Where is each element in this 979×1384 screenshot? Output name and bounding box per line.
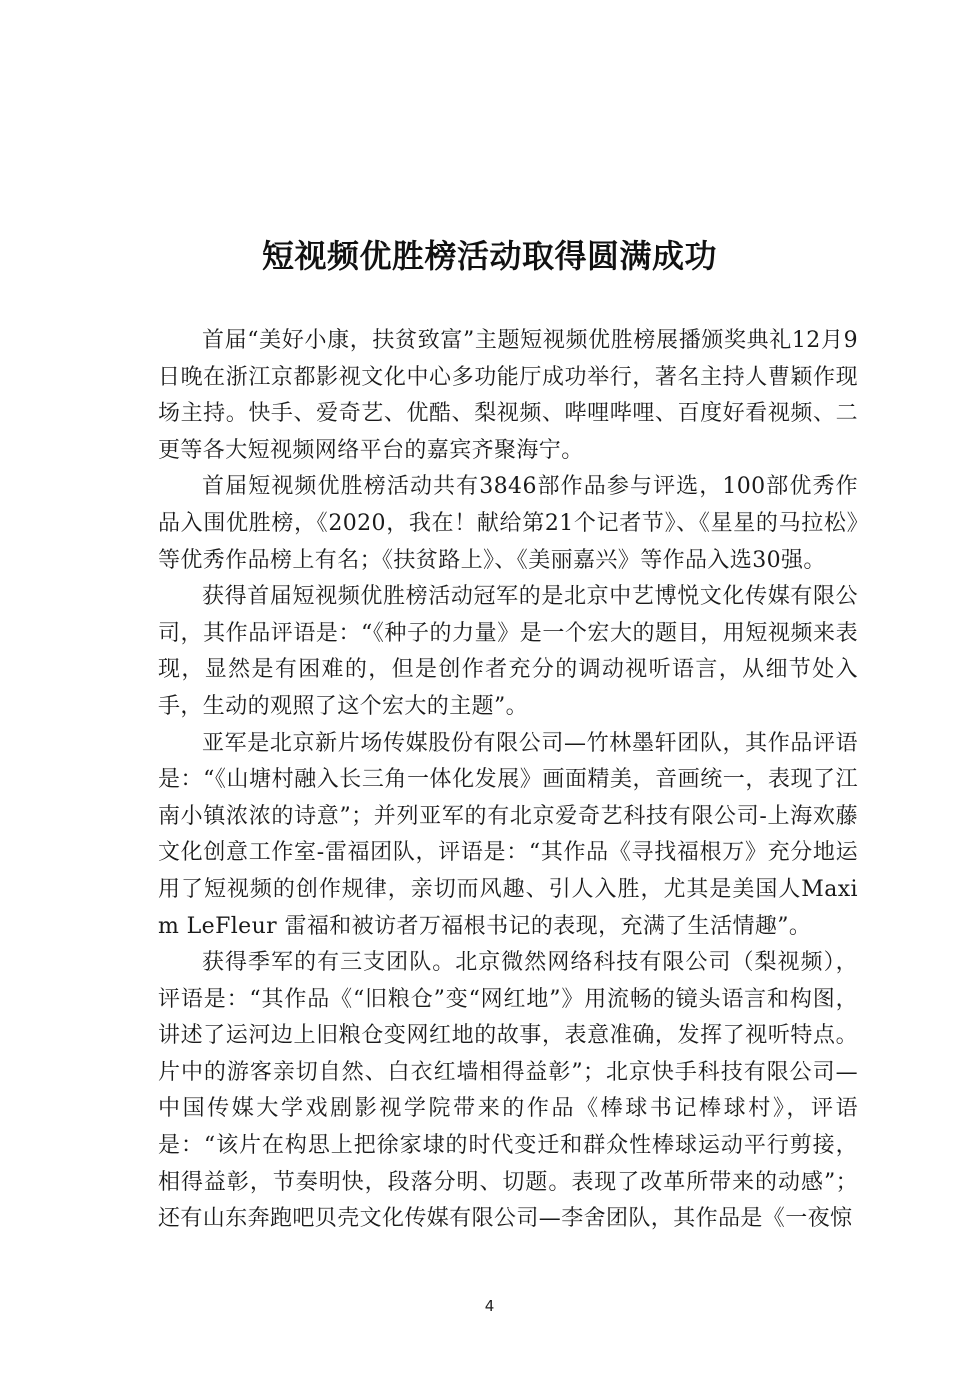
- paragraph-third-place: 获得季军的有三支团队。北京微然网络科技有限公司（梨视频），评语是：“其作品《“旧粮仓”变“网红地”》用流畅的镜头语言和构图，讲述了运河边上旧粮仓变网红地的故事，表意准确，发挥了视听特点。片中的游客亲切自然、白衣红墙相得益彰”；北京快手科技有限公司—中国传媒大学戏剧影视学院带来的作品《棒球书记棒球村》，评语是：“该片在构思上把徐家埭的时代变迁和群众性棒球运动平行剪接，相得益彰，节奏明快，段落分明、切题。表现了改革所带来的动感”；还有山东奔跑吧贝壳文化传媒有限公司—李舍团队，其作品是《一夜惊: [158, 950, 858, 1232]
- page-number: 4: [484, 1297, 495, 1315]
- paragraph-selection: 首届短视频优胜榜活动共有3846部作品参与评选，100部优秀作品入围优胜榜，《2020，我在！献给第21个记者节》、《星星的马拉松》等优秀作品榜上有名；《扶贫路上》、《美丽嘉兴》等作品入选30强。: [158, 474, 858, 573]
- paragraph-ceremony: 首届“美好小康，扶贫致富”主题短视频优胜榜展播颁奖典礼12月9日晚在浙江京都影视文化中心多功能厅成功举行，著名主持人曹颖作现场主持。快手、爱奇艺、优酷、梨视频、哔哩哔哩、百度好看视频、二更等各大短视频网络平台的嘉宾齐聚海宁。: [158, 328, 858, 463]
- document-body: [158, 323, 858, 1238]
- paragraph-champion: 获得首届短视频优胜榜活动冠军的是北京中艺博悦文化传媒有限公司，其作品评语是：“《种子的力量》是一个宏大的题目，用短视频来表现，显然是有困难的，但是创作者充分的调动视听语言，从细节处入手，生动的观照了这个宏大的主题”。: [158, 584, 858, 719]
- document-title: 短视频优胜榜活动取得圆满成功: [261, 237, 717, 276]
- paragraph-runner-up: 亚军是北京新片场传媒股份有限公司—竹林墨轩团队，其作品评语是：“《山塘村融入长三角一体化发展》画面精美，音画统一，表现了江南小镇浓浓的诗意”；并列亚军的有北京爱奇艺科技有限公司-上海欢藤文化创意工作室-雷福团队，评语是：“其作品《寻找福根万》充分地运用了短视频的创作规律，亲切而风趣、引人入胜，尤其是美国人Maxim LeFleur 雷福和被访者万福根书记的表现，充满了生活情趣”。: [158, 730, 858, 939]
